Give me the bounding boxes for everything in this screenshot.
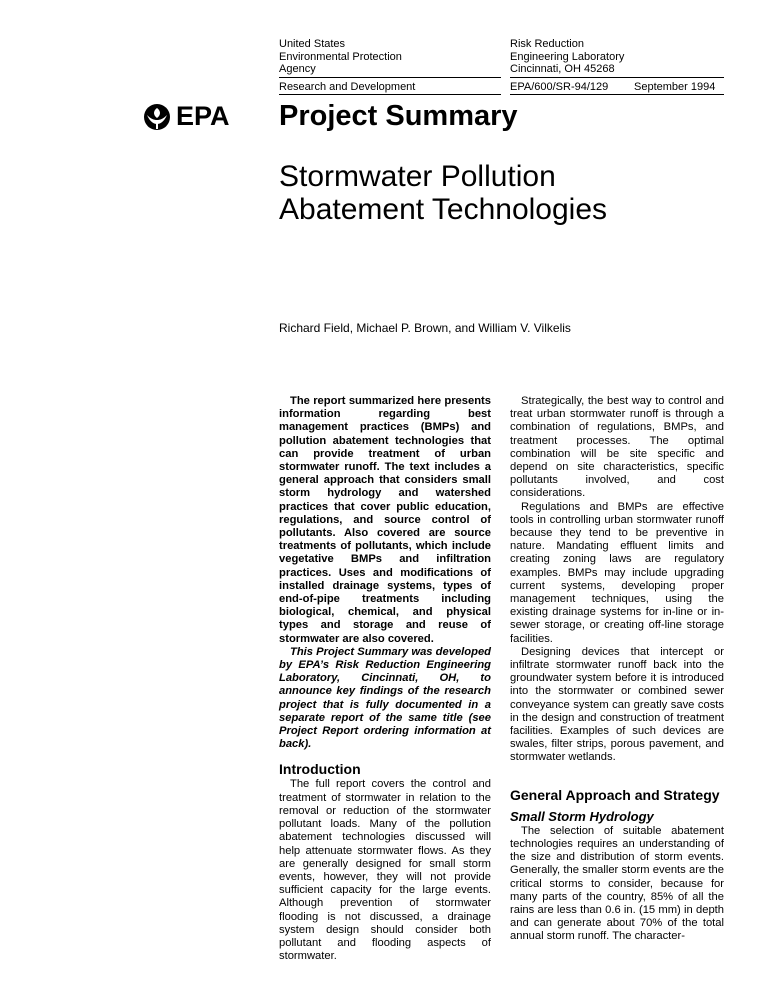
- introduction-paragraph: The full report covers the control and treatment of stormwater in relation to the removal or reduction of the stormwater pollutant loads. Many of the pollution abatement technologies discussed will help attenuate stormwater flows. As they are generally designed for small storm events, however, they will not provide sufficient capacity for the large events. Although prevention of stormwater flooding is not discussed, a drainage system design should consider both pollutant and flooding aspects of stormwater.: [279, 778, 491, 963]
- body-paragraph: Regulations and BMPs are effective tools in controlling urban stormwater runoff because they tend to be preventive in nature. Mandating effluent limits and creating zoning laws are regulatory examples. BMPs may include upgrading current systems, developing proper management techniques, using the existing drainage systems for in-line or in-sewer storage, or creating off-line storage facilities.: [510, 500, 724, 645]
- lab-block: [510, 38, 724, 76]
- abstract-note: This Project Summary was developed by EPA’s Risk Reduction Engineering Laboratory, Cincinnati, OH, to announce key findings of the research project that is fully documented in a separate report of the same title (see Project Report ordering information at back).: [279, 645, 491, 751]
- division-label: Research and Development: [279, 81, 416, 93]
- authors: Richard Field, Michael P. Brown, and William V. Vilkelis: [279, 321, 571, 335]
- header-divider: [510, 94, 724, 95]
- document-title: [279, 160, 699, 226]
- document-title-line: Abatement Technologies: [279, 193, 608, 226]
- project-summary-heading: Project Summary: [279, 100, 518, 132]
- document-title-line: Stormwater Pollution: [279, 160, 556, 193]
- agency-block: [279, 38, 501, 76]
- small-storm-hydrology-subheading: Small Storm Hydrology: [510, 808, 654, 824]
- epa-logo-text: EPA: [176, 101, 230, 131]
- right-column: [510, 395, 724, 944]
- agency-line: Environmental Protection: [279, 50, 402, 63]
- lab-line: Cincinnati, OH 45268: [510, 63, 615, 75]
- body-paragraph: Strategically, the best way to control and treat urban stormwater runoff is through a combination of regulations, BMPs, and treatment processes. The optimal combination will be site specific and depend on site characteristics, specific pollutants involved, and cost considerations.: [510, 395, 724, 500]
- epa-flower-icon: [142, 102, 172, 132]
- body-paragraph: The selection of suitable abatement technologies requires an understanding of the size and distribution of storm events. Generally, the smaller storm events are the critical storms to consider, because for many parts of the country, 85% of all the rains are less than 0.6 in. (15 mm) in depth and can generate about 70% of the total annual storm runoff. The character-: [510, 824, 724, 943]
- body-paragraph: Designing devices that intercept or infiltrate stormwater runoff back into the groundwater system before it is introduced into the stormwater or combined sewer conveyance system can greatly save costs in the design and construction of treatment facilities. Examples of such devices are swales, filter strips, porous pavement, and stormwater wetlands.: [510, 645, 724, 764]
- lab-line: Engineering Laboratory: [510, 50, 625, 63]
- publication-date: September 1994: [634, 81, 716, 93]
- abstract: The report summarized here presents information regarding best management practices (BMPs) and pollution abatement technologies that can provide treatment of urban stormwater runoff. The text includes a general approach that considers small storm hydrology and watershed practices that cover public education, regulations, and source control of pollutants. Also covered are source treatments of pollutants, which include vegetative BMPs and infiltration practices. Uses and modifications of installed drainage systems, types of end-of-pipe treatments including biological, chemical, and physical types and storage and reuse of stormwater are also covered.: [279, 395, 491, 645]
- header-divider: [279, 94, 501, 95]
- introduction-heading: Introduction: [279, 761, 361, 778]
- epa-logo: [142, 101, 230, 132]
- agency-line: Agency: [279, 63, 316, 75]
- agency-line: United States: [279, 38, 346, 50]
- header-divider: [279, 77, 501, 78]
- left-column: [279, 395, 491, 963]
- general-approach-heading: General Approach and Strategy: [510, 786, 720, 803]
- lab-line: Risk Reduction: [510, 38, 584, 50]
- header-divider: [510, 77, 724, 78]
- document-number: EPA/600/SR-94/129: [510, 81, 609, 93]
